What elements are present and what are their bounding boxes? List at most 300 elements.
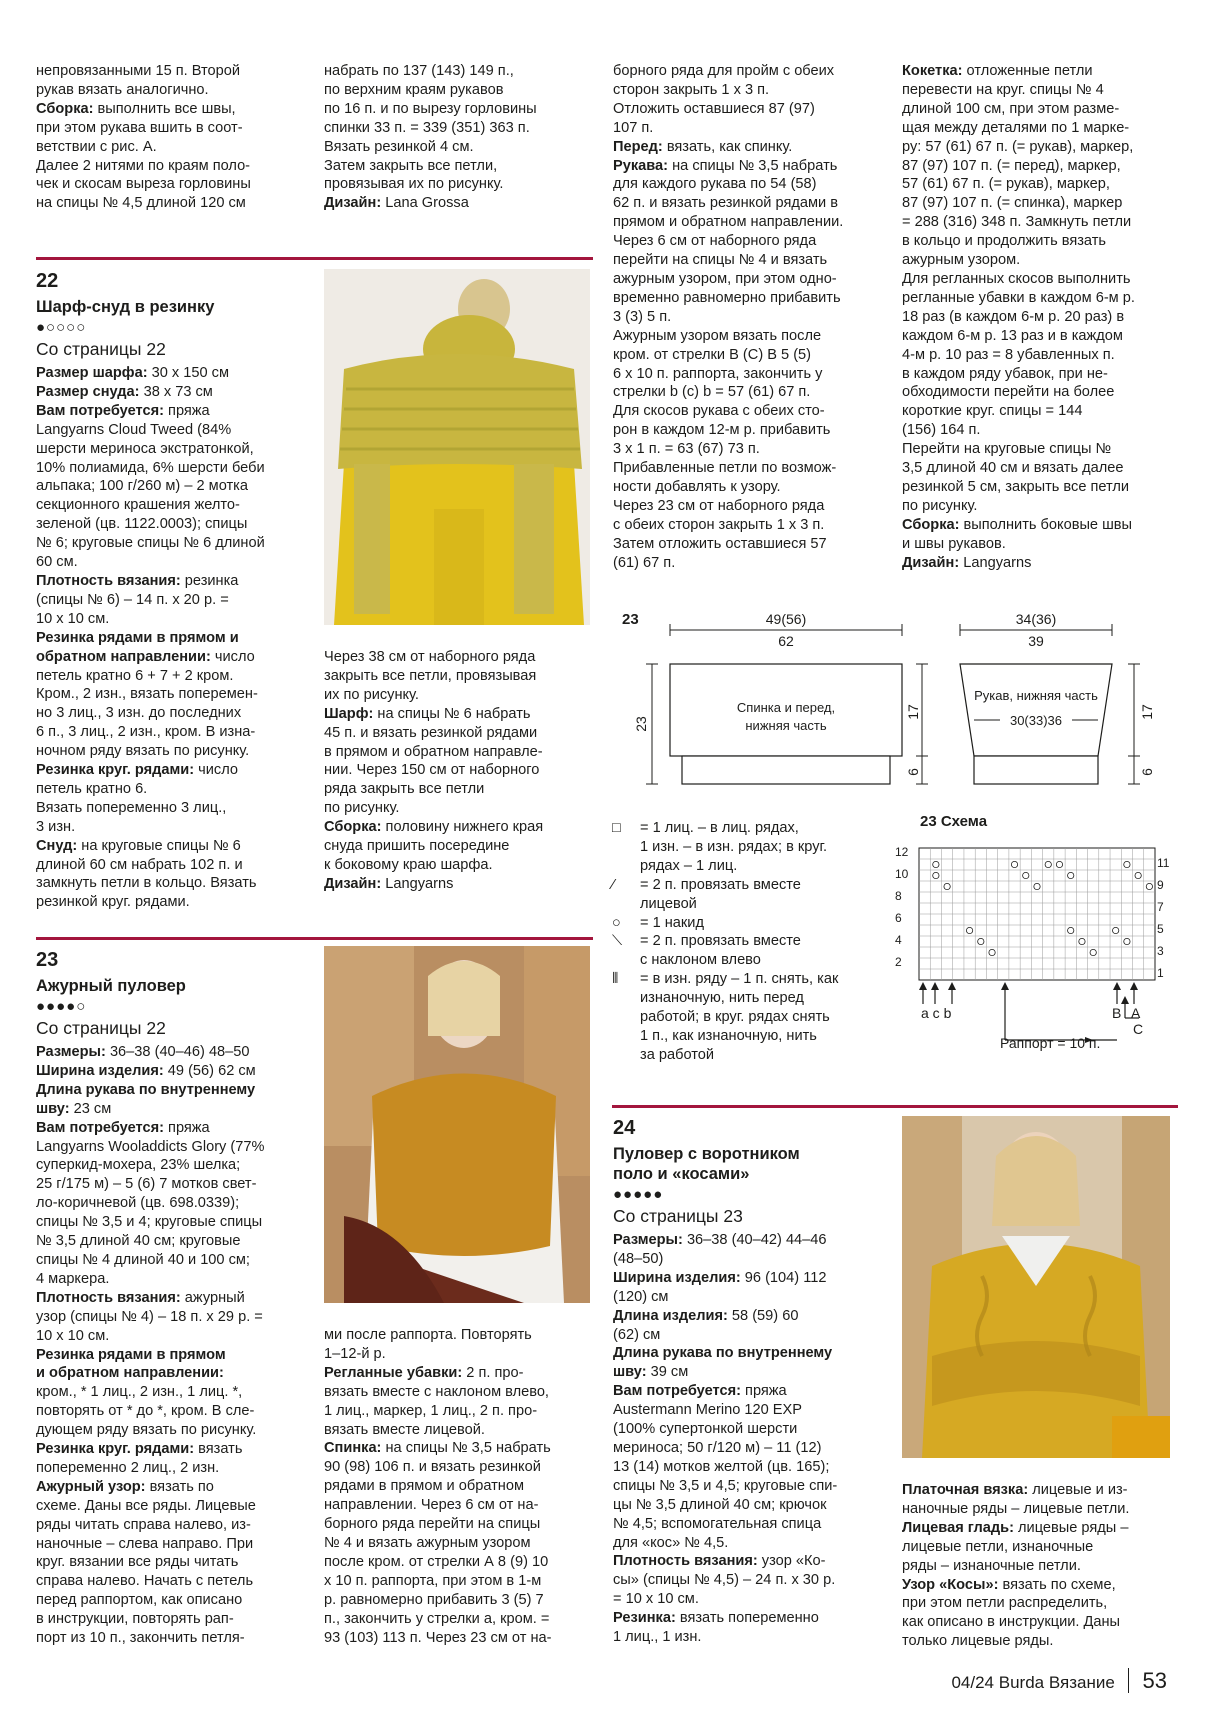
line-text: схеме. Даны все ряды. Лицевые (36, 1497, 256, 1514)
text-line (36, 723, 308, 742)
bold-label: Снуд: (36, 837, 78, 854)
line-text: рон в каждом 12-м р. прибавить (613, 422, 831, 439)
text-line (324, 100, 594, 119)
line-text: ветствии с рис. А. (36, 138, 157, 155)
text-line (324, 1553, 596, 1572)
line-text: Затем закрыть все петли, (324, 157, 498, 174)
text-line (902, 119, 1177, 138)
text-line (902, 516, 1177, 535)
text-line (36, 742, 308, 761)
text-line (324, 138, 594, 157)
line-text: 62 п. и вязать резинкой рядами в (613, 195, 838, 212)
text-line (613, 1477, 888, 1496)
text-line (324, 667, 596, 686)
chart-legend (612, 819, 892, 1065)
line-text: провязывая их по рисунку. (324, 176, 504, 193)
section-24-number: 24 (613, 1117, 636, 1139)
line-text: ряды читать справа налево, из- (36, 1516, 251, 1533)
bold-label: Плотность вязания: (36, 1289, 181, 1306)
knitting-chart (895, 812, 1185, 1052)
line-text: лицевые ряды – (1013, 1519, 1129, 1536)
text-line (902, 1594, 1177, 1613)
lace-sweater-photo (324, 946, 590, 1303)
line-text: резинкой 5 см, закрыть все петли (902, 478, 1130, 495)
text-line (324, 1515, 596, 1534)
text-line (36, 534, 308, 553)
issue-number: 04/24 (951, 1673, 995, 1692)
scarf-photo-image (324, 269, 590, 625)
section-22-source: Со страницы 22 (36, 339, 166, 359)
text-line (613, 62, 888, 81)
text-line (324, 81, 594, 100)
text-line (36, 856, 308, 875)
text-line (36, 157, 306, 176)
text-line (613, 251, 888, 270)
cable-sweater-photo (902, 1116, 1170, 1458)
line-text: Через 38 см от наборного ряда (324, 649, 536, 665)
back-height-rib: 6 (905, 768, 921, 776)
line-text: 6 х 10 п. раппорта, закончить у (613, 365, 823, 382)
text-line (613, 1552, 888, 1571)
line-text: ажурным узором, при этом одно- (613, 270, 837, 287)
line-text: зеленой (цв. 1122.0003); спицы (36, 516, 248, 533)
scarf-snood-photo (324, 269, 590, 625)
text-line (36, 383, 308, 402)
chart-arrow-labels-left: a c b (921, 1005, 952, 1021)
text-line (324, 175, 594, 194)
line-text: Langyarns (381, 875, 454, 892)
text-line (902, 1557, 1177, 1576)
text-line (902, 308, 1177, 327)
line-text: спицы № 3,5 и 4,5; круговые спи- (613, 1477, 838, 1494)
line-text: дующем ряду вязать по рисунку. (36, 1422, 257, 1439)
line-text: рукав вязать аналогично. (36, 81, 209, 98)
text-line (902, 1519, 1177, 1538)
bold-label: Сборка: (902, 516, 960, 533)
section-24-body (613, 1231, 888, 1647)
bold-label: Длина рукава по внутреннему (613, 1345, 833, 1362)
text-line (36, 893, 308, 912)
text-line (36, 138, 306, 157)
line-text: (120) см (613, 1288, 669, 1305)
text-line (613, 194, 888, 213)
difficulty-rating: ●●●●○ (36, 998, 87, 1015)
line-text: временно равномерно прибавить (613, 289, 841, 306)
text-line (36, 1156, 308, 1175)
line-text: Через 23 см от наборного ряда (613, 497, 825, 514)
legend-text: = 2 п. провязать вместе лицевой (640, 876, 801, 912)
text-line (902, 365, 1177, 384)
line-text: на спицы № 3,5 набрать (668, 157, 838, 174)
line-text: Кром., 2 изн., вязать поперемен- (36, 686, 258, 703)
line-text: в кольцо и продолжить вязать (902, 233, 1107, 250)
text-line (613, 175, 888, 194)
line-text: вязать вместе с наклоном влево, (324, 1383, 549, 1400)
line-text: лицевые и из- (1028, 1482, 1128, 1498)
text-line (36, 1478, 308, 1497)
bold-label: Размер шарфа: (36, 365, 148, 381)
text-line (902, 459, 1177, 478)
line-text: узор «Ко- (757, 1553, 826, 1570)
line-text: при этом рукава вшить в соот- (36, 119, 243, 136)
section-23-body (36, 1043, 308, 1648)
text-line (324, 1572, 596, 1591)
back-label-1: Спинка и перед, (736, 700, 836, 715)
text-line (36, 1043, 308, 1062)
text-line (324, 1402, 596, 1421)
line-text: наночные ряды – лицевые петли. (902, 1500, 1130, 1517)
text-line (36, 364, 308, 383)
line-text: 87 (97) 107 п. (= перед), маркер, (902, 157, 1121, 174)
text-line (36, 1402, 308, 1421)
text-line (613, 1231, 888, 1250)
line-text: по рисунку. (902, 497, 978, 514)
text-line (36, 421, 308, 440)
line-text: рядами в прямом и обратном (324, 1478, 525, 1495)
line-text: (48–50) (613, 1250, 664, 1267)
back-label-2: нижняя часть (745, 718, 827, 733)
text-line (324, 875, 596, 894)
text-line (324, 119, 594, 138)
text-line (324, 705, 596, 724)
line-text: перед раппортом, как описано (36, 1592, 243, 1609)
legend-symbol: ○ (612, 914, 621, 931)
text-line (36, 648, 308, 667)
line-text: для каждого рукава по 54 (58) (613, 176, 817, 193)
line-text: 10% полиамида, 6% шерсти беби (36, 459, 265, 476)
legend-text: = 1 накид (640, 914, 704, 931)
bold-label: Плотность вязания: (613, 1553, 758, 1570)
line-text: ло-коричневой (цв. 698.0339); (36, 1195, 240, 1212)
legend-item (612, 876, 892, 914)
line-text: секционного крашения желто- (36, 497, 240, 514)
legend-symbol: □ (612, 820, 621, 836)
text-line (36, 1497, 308, 1516)
bold-label: Дизайн: (324, 875, 382, 892)
line-text: № 3,5 длиной 40 см; круговые (36, 1233, 241, 1250)
bold-label: Резинка рядами в прямом (36, 1346, 226, 1363)
legend-text: = 1 лиц. – в лиц. рядах, 1 изн. – в изн. рядах; в круг. рядах – 1 лиц. (640, 820, 828, 874)
line-text: перевести на круг. спицы № 4 (902, 81, 1104, 98)
text-line (36, 553, 308, 572)
line-text: Ажурным узором вязать после (613, 327, 822, 344)
text-line (36, 1232, 308, 1251)
text-line (902, 327, 1177, 346)
text-line (36, 175, 306, 194)
section-23-body-continued (324, 1326, 596, 1647)
line-text: наночные – слева направо. При (36, 1535, 254, 1552)
text-line (36, 100, 306, 119)
line-text: только лицевые ряды. (902, 1633, 1054, 1650)
line-text: Вязать попеременно 3 лиц., (36, 799, 227, 816)
line-text: шерсти мериноса экстратонкой, (36, 440, 254, 457)
text-line (324, 856, 596, 875)
line-text: № 6; круговые спицы № 6 длиной (36, 535, 265, 552)
line-text: кром. от стрелки В (С) В 5 (5) (613, 346, 812, 363)
line-text: 25 г/175 м) – 5 (6) 7 мотков свет- (36, 1176, 257, 1193)
text-line (36, 874, 308, 893)
line-text: кром., * 1 лиц., 2 изн., 1 лиц. *, (36, 1384, 243, 1401)
text-line (613, 365, 888, 384)
section-23-rule (36, 937, 593, 940)
text-line (613, 232, 888, 251)
text-line (324, 648, 596, 667)
chart-arrow-A: A (1131, 1005, 1141, 1021)
line-text: вязать вместе лицевой. (324, 1421, 485, 1438)
line-text: 58 (59) 60 (727, 1307, 799, 1324)
text-line (36, 1175, 308, 1194)
bold-label: Регланные убавки: (324, 1364, 463, 1381)
text-line (36, 1629, 308, 1648)
line-text: Затем отложить оставшиеся 57 (613, 535, 827, 552)
text-line (36, 1383, 308, 1402)
text-line (324, 1534, 596, 1553)
line-text: в каждом ряду убавок, при не- (902, 365, 1108, 382)
text-line (36, 1119, 308, 1138)
col3-top-text (613, 62, 888, 572)
line-text: 87 (97) 107 п. (= спинка), маркер (902, 195, 1123, 212)
text-line (36, 704, 308, 723)
text-line (902, 251, 1177, 270)
line-text: вязать по схеме, (998, 1576, 1116, 1593)
line-text: (156) 164 п. (902, 422, 981, 439)
line-text: пряжа (163, 402, 210, 419)
line-text: (62) см (613, 1326, 661, 1343)
bold-label: Узор «Косы»: (902, 1576, 999, 1593)
text-line (324, 799, 596, 818)
line-text: перейти на спицы № 4 и вязать (613, 252, 828, 269)
text-line (613, 270, 888, 289)
line-text: в инструкции, повторять рап- (36, 1611, 234, 1628)
line-text: (спицы № 6) – 14 п. х 20 р. = (36, 591, 229, 608)
line-text: 6 п., 3 лиц., 2 изн., кром. В изна- (36, 724, 256, 741)
back-width-bottom: 62 (778, 633, 794, 649)
text-line (902, 289, 1177, 308)
text-line (36, 1553, 308, 1572)
line-text: на спицы № 4,5 длиной 120 см (36, 195, 246, 212)
col2-top-text (324, 62, 594, 213)
text-line (613, 1609, 888, 1628)
text-line (36, 1081, 308, 1100)
bold-label: Шарф: (324, 705, 374, 722)
line-text: 39 см (646, 1364, 689, 1381)
sleeve-label: Рукав, нижняя часть (974, 688, 1098, 703)
line-text: 96 (104) 112 (740, 1269, 827, 1286)
line-text: п., закончить у стрелки а, кром. = (324, 1610, 550, 1627)
text-line (902, 62, 1177, 81)
line-text: для «кос» № 4,5. (613, 1534, 729, 1551)
line-text: длиной 60 см набрать 102 п. и (36, 856, 243, 873)
bold-label: Размеры: (613, 1232, 683, 1248)
text-line (36, 1194, 308, 1213)
line-text: 60 см. (36, 554, 78, 571)
text-line (613, 1288, 888, 1307)
bold-label: Размеры: (36, 1044, 106, 1060)
line-text: пряжа (163, 1119, 210, 1136)
section-23-header (36, 948, 306, 1040)
line-text: мериноса; 50 г/120 м) – 11 (12) (613, 1439, 822, 1456)
repeat-label: Раппорт = 10 п. (1000, 1035, 1101, 1051)
line-text: (61) 67 п. (613, 554, 676, 571)
text-line (613, 327, 888, 346)
text-line (324, 1383, 596, 1402)
row-label-left: 10 (895, 867, 909, 881)
line-text: их по рисунку. (324, 686, 419, 703)
line-text: к боковому краю шарфа. (324, 856, 493, 873)
line-text: непровязанными 15 п. Второй (36, 63, 241, 79)
legend-item (612, 970, 892, 1065)
line-text: 38 х 73 см (139, 383, 213, 400)
row-label-right: 7 (1157, 900, 1164, 914)
text-line (613, 157, 888, 176)
section-23-number: 23 (36, 949, 59, 971)
legend-item (612, 819, 892, 876)
line-text: выполнить боковые швы (959, 516, 1133, 533)
section-24-title: Пуловер с воротником (613, 1145, 800, 1163)
line-text: попеременно 2 лиц., 2 изн. (36, 1459, 220, 1476)
text-line (324, 724, 596, 743)
line-text: щая между деталями по 1 марке- (902, 119, 1130, 136)
text-line (902, 194, 1177, 213)
text-line (613, 81, 888, 100)
text-line (324, 1496, 596, 1515)
line-text: Lana Grossa (381, 195, 469, 212)
row-label-right: 9 (1157, 878, 1164, 892)
text-line (613, 554, 888, 573)
line-text: = 288 (316) 348 п. Замкнуть петли (902, 214, 1132, 231)
line-text: вязать по (145, 1478, 214, 1495)
line-text: 1 лиц., маркер, 1 лиц., 2 п. про- (324, 1402, 538, 1419)
line-text: 107 п. (613, 119, 654, 136)
text-line (324, 743, 596, 762)
text-line (613, 421, 888, 440)
chart-title: 23 Схема (920, 813, 988, 830)
text-line (36, 1251, 308, 1270)
line-text: суперкид-мохера, 23% шелка; (36, 1157, 241, 1174)
text-line (613, 1571, 888, 1590)
text-line (36, 837, 308, 856)
text-line (36, 515, 308, 534)
line-text: и швы рукавов. (902, 535, 1006, 552)
line-text: 23 см (69, 1100, 112, 1117)
text-line (324, 686, 596, 705)
line-text: резинкой круг. рядами. (36, 894, 190, 911)
cable-photo-image (902, 1116, 1170, 1458)
text-line (36, 440, 308, 459)
line-text: по 16 п. и по вырезу горловины (324, 100, 537, 117)
section-23-source: Со страницы 22 (36, 1018, 166, 1038)
line-text: обходимости перейти на более (902, 384, 1115, 401)
bold-label: и обратном направлении: (36, 1365, 224, 1382)
text-line (613, 1590, 888, 1609)
row-label-right: 11 (1157, 856, 1170, 870)
text-line (902, 1613, 1177, 1632)
line-text: набрать по 137 (143) 149 п., (324, 63, 514, 79)
line-text: 3 (3) 5 п. (613, 308, 672, 325)
bold-label: Сборка: (36, 100, 94, 117)
schematic-number: 23 (622, 611, 639, 628)
sleeve-inner-width: 30(33)36 (1009, 713, 1063, 728)
line-text: сы» (спицы № 4,5) – 24 п. х 30 р. (613, 1572, 836, 1589)
section-24-header (613, 1116, 883, 1228)
line-text: 90 (98) 106 п. и вязать резинкой (324, 1459, 541, 1476)
text-line (613, 119, 888, 138)
text-line (613, 440, 888, 459)
text-line (36, 685, 308, 704)
text-line (36, 761, 308, 780)
line-text: Вязать резинкой 4 см. (324, 138, 474, 155)
text-line (902, 440, 1177, 459)
line-text: борного ряда для пройм с обеих (613, 63, 835, 79)
line-text: 49 (56) 62 см (163, 1062, 256, 1079)
text-line (613, 1458, 888, 1477)
line-text: каждом 6-м р. 13 раз и в каждом (902, 327, 1123, 344)
text-line (324, 1421, 596, 1440)
line-text: Через 6 см от наборного ряда (613, 233, 817, 250)
chart-arrow-B: B (1112, 1005, 1122, 1021)
text-line (613, 1344, 888, 1363)
line-text: ряда закрыть все петли (324, 781, 485, 798)
section-23-title: Ажурный пуловер (36, 977, 186, 995)
bold-label: обратном направлении: (36, 648, 211, 665)
line-text: спицы № 3,5 и 4; круговые спицы (36, 1214, 263, 1231)
bold-label: Плотность вязания: (36, 572, 181, 589)
text-line (324, 1439, 596, 1458)
legend-item (612, 932, 892, 970)
bold-label: Размер снуда: (36, 383, 140, 400)
back-height: 23 (633, 716, 649, 732)
line-text: число (210, 648, 255, 665)
legend-text: = 2 п. провязать вместе с наклоном влево (640, 933, 801, 969)
bold-label: шву: (613, 1364, 647, 1381)
line-text: Перейти на круговые спицы № (902, 441, 1112, 458)
text-line (613, 402, 888, 421)
text-line (902, 1538, 1177, 1557)
line-text: цы № 3,5 длиной 40 см; крючок (613, 1496, 827, 1513)
text-line (36, 572, 308, 591)
line-text: Прибавленные петли по возмож- (613, 460, 837, 477)
text-line (36, 1327, 308, 1346)
row-label-right: 1 (1157, 966, 1164, 980)
text-line (36, 1270, 308, 1289)
line-text: на спицы № 3,5 набрать (381, 1440, 551, 1457)
bold-label: Вам потребуется: (613, 1383, 741, 1400)
bold-label: Длина рукава по внутреннему (36, 1081, 256, 1098)
text-line (613, 383, 888, 402)
text-line (36, 62, 306, 81)
line-text: длиной 100 см, при этом разме- (902, 100, 1120, 117)
line-text: при этом петли распределить, (902, 1595, 1108, 1612)
row-label-right: 3 (1157, 944, 1164, 958)
text-line (613, 100, 888, 119)
text-line (902, 175, 1177, 194)
section-22-number: 22 (36, 270, 59, 292)
text-line (36, 818, 308, 837)
row-label-right: 5 (1157, 922, 1164, 936)
text-line (36, 1516, 308, 1535)
line-text: 45 п. и вязать резинкой рядами (324, 724, 538, 741)
text-line (324, 1345, 596, 1364)
line-text: 3 х 1 п. = 63 (67) 73 п. (613, 441, 760, 458)
text-line (613, 1496, 888, 1515)
line-text: на круговые спицы № 6 (77, 837, 241, 854)
line-text: с обеих сторон закрыть 1 х 3 п. (613, 516, 825, 533)
text-line (613, 289, 888, 308)
text-line (613, 1269, 888, 1288)
text-line (613, 213, 888, 232)
text-line (613, 1534, 888, 1553)
line-text: (100% супертонкой шерсти (613, 1421, 798, 1438)
